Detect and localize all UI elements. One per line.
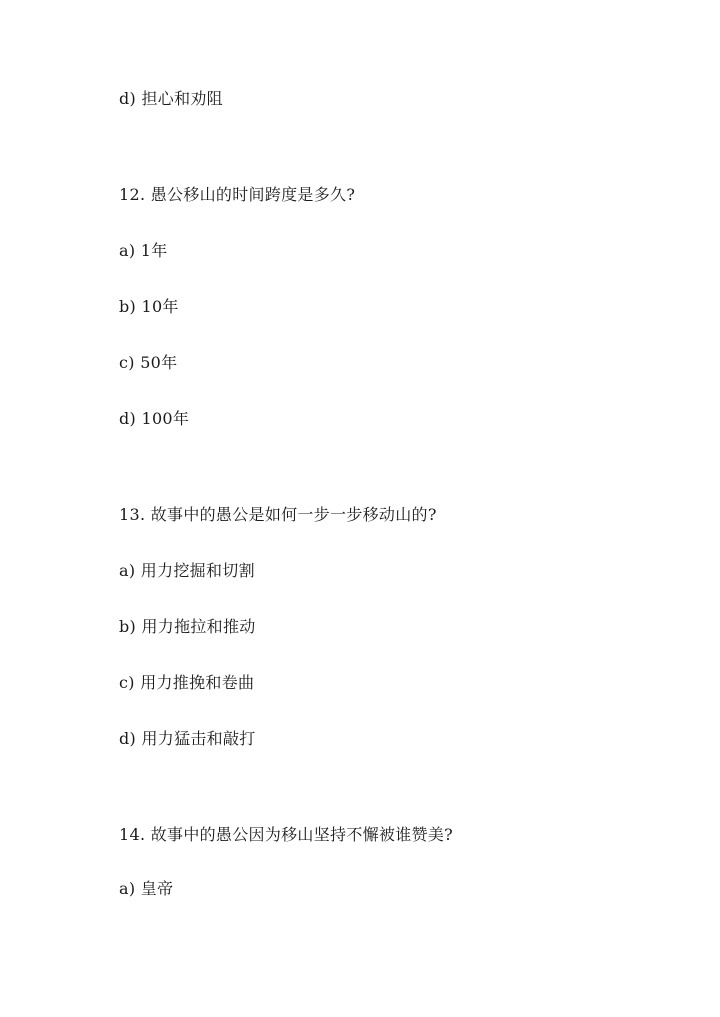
q12-question: 12. 愚公移山的时间跨度是多久? (119, 185, 356, 204)
q12-option-a: a) 1年 (119, 241, 168, 260)
q12-option-d: d) 100年 (119, 409, 190, 428)
q13-option-d: d) 用力猛击和敲打 (119, 729, 256, 748)
q13-option-a: a) 用力挖掘和切割 (119, 561, 255, 580)
q12-option-b: b) 10年 (119, 297, 179, 316)
q14-option-a: a) 皇帝 (119, 879, 174, 898)
q13-question: 13. 故事中的愚公是如何一步一步移动山的? (119, 505, 437, 524)
q14-question: 14. 故事中的愚公因为移山坚持不懈被谁赞美? (119, 825, 454, 844)
q12-option-c: c) 50年 (119, 353, 178, 372)
q13-option-c: c) 用力推挽和卷曲 (119, 673, 255, 692)
q11-option-d: d) 担心和劝阻 (119, 89, 223, 108)
q13-option-b: b) 用力拖拉和推动 (119, 617, 256, 636)
